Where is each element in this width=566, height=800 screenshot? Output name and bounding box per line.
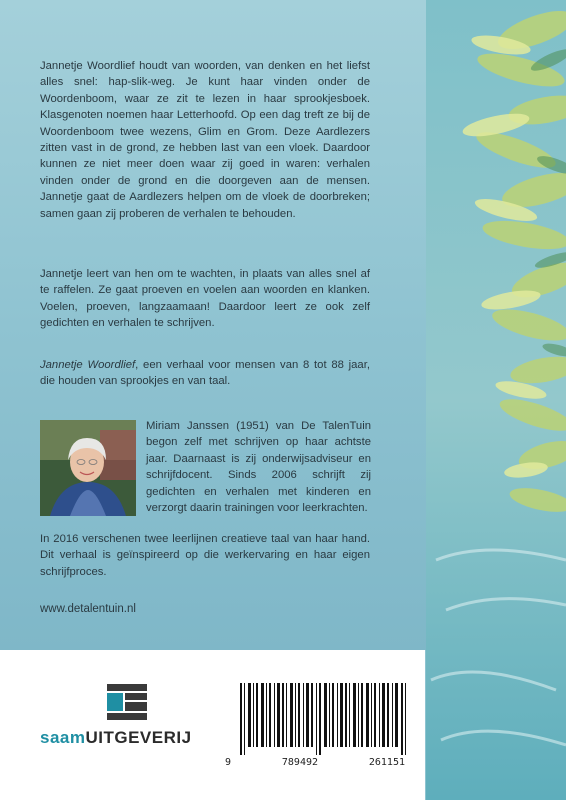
author-photo xyxy=(40,420,136,516)
isbn-barcode xyxy=(238,683,410,755)
author-bio-part-1 xyxy=(146,418,371,516)
isbn-group-2: 261151 xyxy=(368,757,405,768)
blurb-paragraph-1 xyxy=(40,58,370,222)
isbn-number xyxy=(225,757,405,768)
author-bio-text-2: In 2016 verschenen twee leerlijnen creatieve taal van haar hand. Dit verhaal is geïnspireerd op die werkervaring en haar eigen schrijfproces. xyxy=(40,533,370,578)
book-logo-icon xyxy=(104,682,150,722)
publisher-name-saam: saam xyxy=(40,728,86,747)
blurb-paragraph-3 xyxy=(40,357,370,390)
painted-foliage-artwork xyxy=(426,0,566,800)
book-title: Jannetje Woordlief xyxy=(40,359,136,371)
author-bio-part-2 xyxy=(40,531,370,580)
publisher-name xyxy=(40,728,192,748)
blurb-paragraph-2 xyxy=(40,266,370,332)
website-url[interactable]: www.detalentuin.nl xyxy=(40,603,136,615)
blurb-text-2: Jannetje leert van hen om te wachten, in plaats van alles snel af te raffelen. Ze gaat proeven en voelen aan woorden en klanken. Voelen, proeven, langzaamaan! Daardoor leert ze ook zelf gedichten en verhalen te schrijven. xyxy=(40,268,370,330)
publisher-name-uitgeverij: UITGEVERIJ xyxy=(85,728,192,747)
isbn-first-digit: 9 xyxy=(225,757,232,768)
author-bio-text-1: Miriam Janssen (1951) van De TalenTuin begon zelf met schrijven op haar achtste jaar. Daarnaast is zij onderwijsadviseur en schrijfdocent. Sinds 2006 schrijft zij gedichten en verhalen met kinderen en verzorgt daarin trainingen voor leerkrachten. xyxy=(146,420,371,515)
blurb-text-3 xyxy=(40,357,370,390)
isbn-group-1: 789492 xyxy=(281,757,319,768)
blurb-text-1: Jannetje Woordlief houdt van woorden, van denken en het liefst alles snel: hap-slik-weg. Je kunt haar vinden onder de Woordenboom, waar ze zit te lezen in haar sprookjesboek. Klasgenoten noemen haar Letterhoofd. Op een dag treft ze bij de Woordenboom twee wezens, Glim en Grom. Deze Aardlezers zitten vast in de grond, ze hebben last van een vloek. Daardoor kunnen ze niet meer doen waar zij goed in waren: verhalen vinden onder de grond en die doorgeven aan de mensen. Jannetje gaat de Aardlezers helpen om de vloek de doorbreken; samen gaan zij proberen de verhalen te behouden. xyxy=(40,60,370,220)
blurb-text-3-rest: , een verhaal voor mensen van 8 tot 88 jaar, die houden van sprookjes en van taal. xyxy=(40,359,370,388)
